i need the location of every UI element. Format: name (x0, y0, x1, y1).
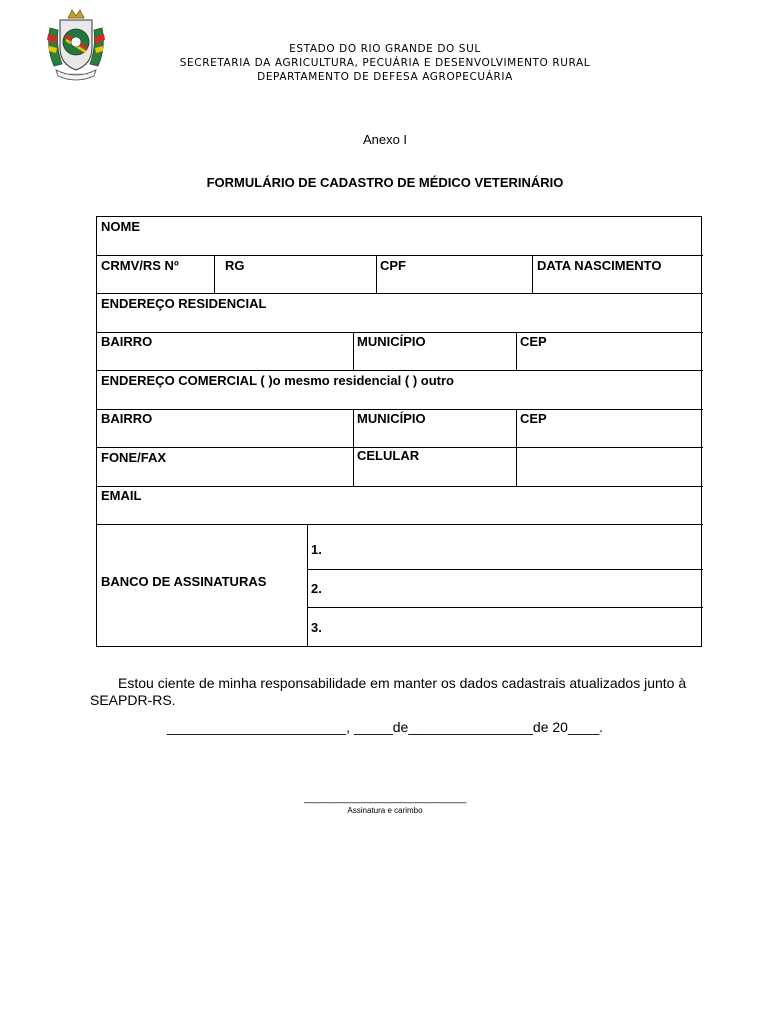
field-rg[interactable]: RG (225, 258, 245, 273)
signature-caption: Assinatura e carimbo (347, 806, 423, 815)
field-cep-residencial[interactable]: CEP (520, 334, 547, 349)
field-cpf[interactable]: CPF (380, 258, 406, 273)
signature-line[interactable]: ________________________________ (304, 793, 466, 804)
statement-text: Estou ciente de minha responsabilidade em manter os dados cadastrais atualizados junto à SEAPDR-RS. (90, 675, 687, 708)
field-bairro-comercial[interactable]: BAIRRO (101, 411, 153, 426)
row-divider (97, 409, 703, 410)
col-divider (516, 409, 517, 486)
col-divider (307, 524, 308, 646)
row-divider (97, 524, 703, 525)
col-divider (214, 255, 215, 293)
signature-slot-1[interactable]: 1. (311, 542, 322, 557)
header-block (0, 42, 770, 84)
row-divider (307, 569, 703, 570)
row-divider (97, 255, 703, 256)
registration-form-table (96, 216, 702, 647)
col-divider (532, 255, 533, 293)
responsibility-statement (90, 675, 702, 709)
field-nome[interactable]: NOME (101, 219, 140, 234)
field-celular[interactable]: CELULAR (357, 448, 420, 463)
field-municipio-comercial[interactable]: MUNICÍPIO (357, 411, 426, 426)
field-endereco-comercial[interactable]: ENDEREÇO COMERCIAL ( )o mesmo residencial ( ) outro (101, 373, 454, 388)
field-bairro-residencial[interactable]: BAIRRO (101, 334, 153, 349)
field-cep-comercial[interactable]: CEP (520, 411, 547, 426)
header-secretariat: SECRETARIA DA AGRICULTURA, PECUÁRIA E DESENVOLVIMENTO RURAL (179, 57, 591, 69)
field-fone-fax[interactable]: FONE/FAX (101, 450, 167, 465)
form-title: FORMULÁRIO DE CADASTRO DE MÉDICO VETERINÁRIO (206, 175, 564, 190)
row-divider (97, 332, 703, 333)
annex-label: Anexo I (362, 132, 408, 147)
header-state: ESTADO DO RIO GRANDE DO SUL (289, 43, 481, 55)
col-divider (516, 332, 517, 370)
signature-slot-2[interactable]: 2. (311, 581, 322, 596)
row-divider (97, 486, 703, 487)
field-endereco-residencial[interactable]: ENDEREÇO RESIDENCIAL (101, 296, 267, 311)
row-divider (97, 370, 703, 371)
field-crmv[interactable]: CRMV/RS Nº (101, 258, 179, 273)
signature-slot-3[interactable]: 3. (311, 620, 322, 635)
field-data-nascimento[interactable]: DATA NASCIMENTO (537, 258, 662, 273)
field-municipio-residencial[interactable]: MUNICÍPIO (357, 334, 426, 349)
field-email[interactable]: EMAIL (101, 488, 142, 503)
col-divider (353, 409, 354, 486)
col-divider (376, 255, 377, 293)
date-line[interactable]: _______________________, _____de________________de 20____. (166, 719, 603, 735)
row-divider (97, 293, 703, 294)
row-divider (307, 607, 703, 608)
field-banco-assinaturas: BANCO DE ASSINATURAS (101, 574, 267, 589)
header-department: DEPARTAMENTO DE DEFESA AGROPECUÁRIA (257, 71, 513, 83)
col-divider (353, 332, 354, 370)
